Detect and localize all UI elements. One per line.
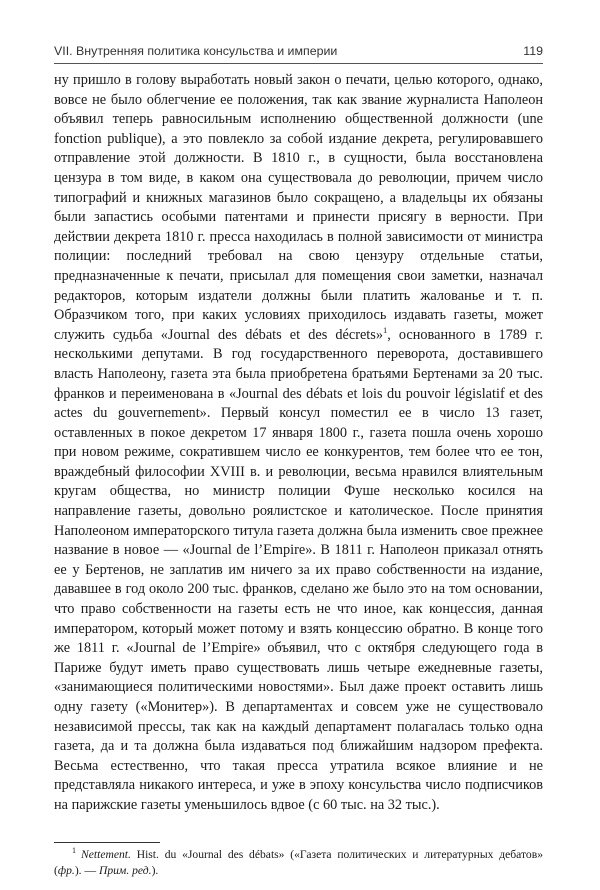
footnote-divider: [54, 842, 160, 843]
footnote-editor-note: Прим. ред.: [98, 863, 152, 877]
footnote-text-2: ). —: [74, 863, 99, 877]
footnote-number: 1: [72, 845, 76, 855]
footnote-lang: фр.: [57, 863, 75, 877]
footnote: [54, 847, 543, 879]
footnote-text-1: Hist. du «Journal des débats» («Газета политических и литературных дебатов» (: [54, 847, 543, 877]
footnote-reference[interactable]: 1: [382, 324, 388, 335]
paragraph: [54, 71, 543, 816]
chapter-title: VII. Внутренняя политика консульства и империи: [54, 44, 338, 58]
page-number: 119: [523, 44, 543, 58]
main-text: [54, 71, 543, 816]
text-segment-1: ну пришло в голову выработать новый закон о печати, целью которого, однако, вовсе не было облегчение ее положения, так как звание журналиста Наполеон объявил теперь равносильным исполнению общественной должности (une fonction publique), а это повлекло за собой издание декрета, регулировавшего отправление этой должности. В 1810 г., в сущности, была восстановлена цензура в том виде, в каком она существовала до революции, причем число типографий и книжных магазинов было сокращено, а владельцы их обязаны были запастись особыми патентами и принести присягу в верности. При действии декрета 1810 г. пресса находилась в полной зависимости от министра полиции: последний требовал на свою цензуру отдельные статьи, предназначенные к печати, присылал для помещения свои заметки, назначал редакторов, которым издатели должны были платить жалованье и т. п. Образчиком того, при каких условиях приходилось издавать газеты, может служить судьба «Journal des débats et des décrets»: [54, 72, 543, 343]
book-page: [54, 44, 543, 879]
footnote-author: Nettement.: [81, 847, 131, 861]
footnote-text-3: ).: [151, 863, 159, 877]
running-header: [54, 44, 543, 64]
text-segment-2: , основанного в 1789 г. несколькими депутами. В год государственного переворота, доставившего власть Наполеону, газета эта была приобретена братьями Бертенами за 20 тыс. франков и переименована в «Journal des débats et lois du pouvoir législatif et des actes du gouvernement». Первый консул поместил ее в число 13 газет, оставленных в покое декретом 17 января 1800 г., газета пошла очень хорошо при новом режиме, сократившем число ее конкурентов, тем более что ее тон, враждебный философии XVIII в. и революции, весьма нравился влиятельным кругам общества, но министр полиции Фуше несколько косился на направление газеты, довольно роялистское и католическое. После принятия Наполеоном императорского титула газета должна была изменить свое прежнее название в новое — «Journal de l’Empire». В 1811 г. Наполеон приказал отнять ее у Бертенов, не заплатив им ничего за их право собственности на издание, дававшее в год около 200 тыс. франков, сделано же было это на том основании, что право собственности на газеты есть не что иное, как концессия, данная императором, который может потому и взять концессию обратно. В конце того же 1811 г. «Journal de l’Empire» объявил, что с октября следующего года в Париже будут иметь право существовать лишь четыре ежедневные газеты, «занимающиеся политическими новостями». Был даже проект оставить лишь одну газету («Монитер»). В департаментах и совсем уже не существовало независимой прессы, так как на каждый департамент полагалась только одна газета, да и та должна была издаваться под ближайшим надзором префекта. Весьма естественно, что такая пресса утратила всякое влияние и не представляла никакого интереса, и уже в эпоху консульства число подписчиков на парижские газеты уменьшилось вдвое (с 60 тыс. на 32 тыс.).: [54, 326, 543, 813]
